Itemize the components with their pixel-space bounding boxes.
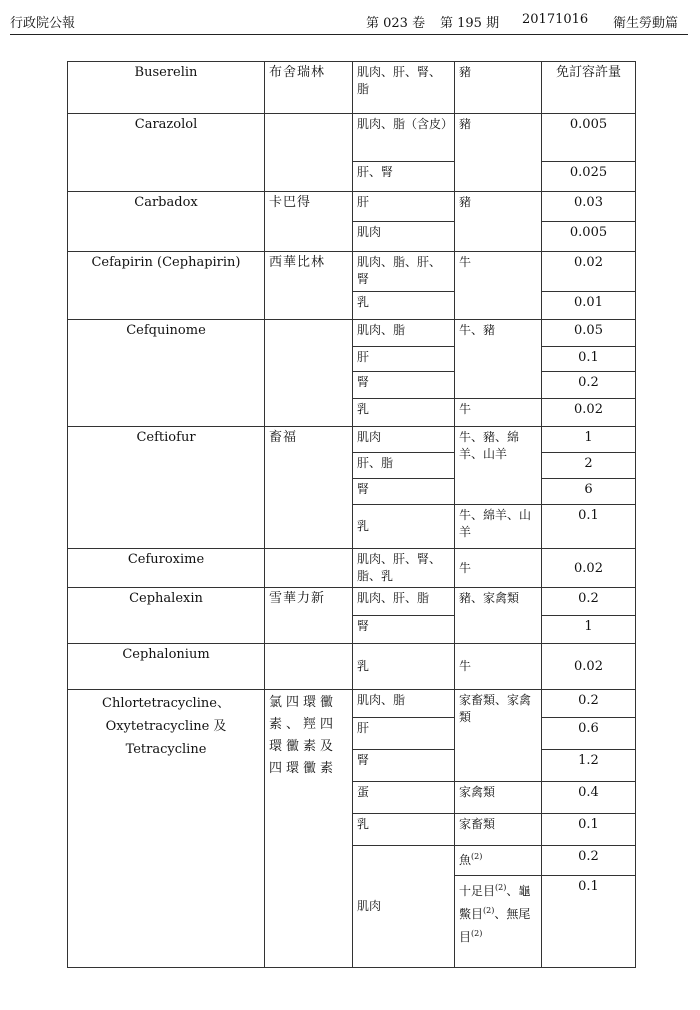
table-row: [68, 114, 636, 162]
tissue-cell: 肌肉、肝、腎、脂、乳: [353, 549, 455, 588]
limit-cell: 0.005: [542, 222, 636, 252]
table-row: [68, 549, 636, 588]
limit-cell: 0.6: [542, 718, 636, 750]
volume-number: 第 023 卷: [366, 16, 426, 31]
issue-number: 第 195 期: [440, 16, 500, 31]
drug-name-en-line: Oxytetracycline 及: [105, 719, 227, 734]
limit-cell: 0.2: [542, 588, 636, 616]
limit-cell: 0.03: [542, 192, 636, 222]
tissue-cell: 肝: [353, 192, 455, 222]
drug-name-zh: [265, 114, 353, 192]
tissue-cell: 肌肉: [353, 427, 455, 453]
tissue-cell: 肌肉、脂: [353, 320, 455, 347]
limit-cell: 0.05: [542, 320, 636, 347]
drug-name-zh: 氯四環黴素、羥四環黴素及四環黴素: [265, 690, 353, 968]
species-cell: [455, 876, 542, 968]
tissue-cell: 腎: [353, 750, 455, 782]
publication-name: 行政院公報: [10, 16, 76, 31]
species-cell: 牛、豬、綿羊、山羊: [455, 427, 542, 505]
residue-limit-table: [67, 61, 636, 968]
species-cell: 牛: [455, 399, 542, 427]
species-cell: 家禽類: [455, 782, 542, 814]
limit-cell: 0.2: [542, 372, 636, 399]
species-cell: 豬、家禽類: [455, 588, 542, 644]
limit-cell: 1.2: [542, 750, 636, 782]
tissue-cell: 肌肉、脂、肝、腎: [353, 252, 455, 292]
limit-cell: 0.02: [542, 399, 636, 427]
drug-name-en: Buserelin: [68, 62, 265, 114]
drug-name-zh: [265, 549, 353, 588]
species-cell: 豬: [455, 114, 542, 192]
drug-name-en: [68, 690, 265, 968]
footnote-mark: (2): [471, 852, 483, 861]
limit-cell: 0.005: [542, 114, 636, 162]
species-cell: 豬: [455, 62, 542, 114]
species-cell: 牛、綿羊、山羊: [455, 505, 542, 549]
tissue-cell: 乳: [353, 399, 455, 427]
tissue-cell: 肝: [353, 718, 455, 750]
species-cell: 豬: [455, 192, 542, 252]
drug-name-en: Carbadox: [68, 192, 265, 252]
table-row: [68, 192, 636, 222]
limit-cell: 0.4: [542, 782, 636, 814]
tissue-cell: 肌肉、肝、腎、脂: [353, 62, 455, 114]
species-cell: [455, 846, 542, 876]
limit-cell: 6: [542, 479, 636, 505]
limit-cell: 0.025: [542, 162, 636, 192]
limit-cell: 0.02: [542, 644, 636, 690]
drug-name-en: Cefuroxime: [68, 549, 265, 588]
footnote-mark: (2): [483, 906, 495, 915]
tissue-cell: 肌肉、肝、脂: [353, 588, 455, 616]
tissue-cell: 乳: [353, 644, 455, 690]
tissue-cell: 肝、腎: [353, 162, 455, 192]
limit-cell: 0.01: [542, 292, 636, 320]
drug-name-en: Cephalonium: [68, 644, 265, 690]
tissue-cell: 肌肉、脂: [353, 690, 455, 718]
limit-cell: 0.02: [542, 549, 636, 588]
drug-name-zh: [265, 320, 353, 427]
species-cell: 牛、豬: [455, 320, 542, 399]
tissue-cell: 腎: [353, 479, 455, 505]
species-cell: 牛: [455, 252, 542, 320]
limit-cell: 1: [542, 427, 636, 453]
drug-name-en: Cephalexin: [68, 588, 265, 644]
tissue-cell: 肌肉: [353, 846, 455, 968]
footnote-mark: (2): [471, 929, 483, 938]
tissue-cell: 腎: [353, 372, 455, 399]
tissue-cell: 肌肉: [353, 222, 455, 252]
limit-cell: 0.2: [542, 846, 636, 876]
tissue-cell: 肝: [353, 347, 455, 372]
drug-name-zh: 西華比林: [265, 252, 353, 320]
table-row: [68, 62, 636, 114]
limit-cell: 1: [542, 616, 636, 644]
page-header: [10, 6, 688, 35]
limit-cell: 0.1: [542, 347, 636, 372]
species-name: 十足目: [459, 884, 496, 898]
drug-name-zh: [265, 644, 353, 690]
tissue-cell: 肝、脂: [353, 453, 455, 479]
tissue-cell: 乳: [353, 814, 455, 846]
limit-cell: 0.1: [542, 505, 636, 549]
drug-name-en: Ceftiofur: [68, 427, 265, 549]
limit-cell: 0.1: [542, 876, 636, 968]
drug-name-en: Cefapirin (Cephapirin): [68, 252, 265, 320]
table-row: [68, 427, 636, 453]
species-cell: 牛: [455, 644, 542, 690]
table-row: [68, 690, 636, 718]
species-name: 、龜鱉目: [459, 884, 531, 921]
drug-name-en-line: Tetracycline: [125, 742, 207, 757]
tissue-cell: 肌肉、脂（含皮）: [353, 114, 455, 162]
tissue-cell: 乳: [353, 505, 455, 549]
limit-cell: 0.1: [542, 814, 636, 846]
limit-cell: 2: [542, 453, 636, 479]
species-cell: 牛: [455, 549, 542, 588]
table-row: [68, 252, 636, 292]
table-row: [68, 644, 636, 690]
drug-name-en: Carazolol: [68, 114, 265, 192]
limit-cell: 0.02: [542, 252, 636, 292]
table-row: [68, 588, 636, 616]
drug-name-zh: 布舍瑞林: [265, 62, 353, 114]
species-cell: 家畜類、家禽類: [455, 690, 542, 782]
drug-name-zh: 卡巴得: [265, 192, 353, 252]
drug-name-zh: 雪華力新: [265, 588, 353, 644]
drug-name-en: Cefquinome: [68, 320, 265, 427]
species-name: 魚: [459, 853, 472, 867]
limit-cell: 0.2: [542, 690, 636, 718]
tissue-cell: 蛋: [353, 782, 455, 814]
tissue-cell: 腎: [353, 616, 455, 644]
footnote-mark: (2): [495, 883, 507, 892]
species-cell: 家畜類: [455, 814, 542, 846]
drug-name-en-line: Chlortetracycline、: [102, 696, 230, 711]
issue-date: 20171016: [522, 12, 589, 27]
department-section: 衛生勞動篇: [613, 16, 679, 31]
drug-name-zh: 畜福: [265, 427, 353, 549]
species-name: 、無尾目: [459, 907, 531, 944]
table-row: [68, 320, 636, 347]
limit-cell: 免訂容許量: [542, 62, 636, 114]
tissue-cell: 乳: [353, 292, 455, 320]
